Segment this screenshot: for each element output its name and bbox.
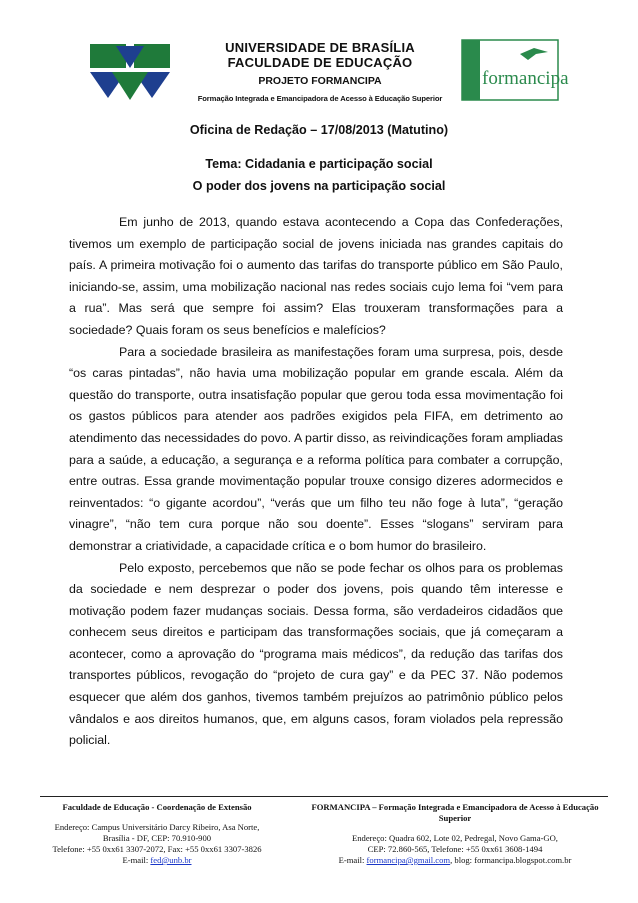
- header-subtitle: Formação Integrada e Emancipadora de Acesso à Educação Superior: [197, 94, 443, 103]
- header-university: UNIVERSIDADE DE BRASÍLIA: [225, 40, 415, 55]
- footer-right-address: Endereço: Quadra 602, Lote 02, Pedregal, Novo Gama-GO,: [352, 833, 558, 843]
- footer-right: [300, 802, 610, 866]
- paragraph: Em junho de 2013, quando estava acontecendo a Copa das Confederações, tivemos um exemplo de participação social de jovens iniciada nas grandes capitais do país. A primeira motivação foi o aumento das tarifas do transporte público em São Paulo, iniciando-se, assim, uma mobilização nacional nas redes sociais cujo lema foi “vem para a rua”. Mas será que sempre foi assim? Elas trouxeram transformações para a sociedade? Quais foram os seus benefícios e malefícios?: [69, 215, 563, 337]
- header-faculty: FACULDADE DE EDUCAÇÃO: [227, 55, 413, 70]
- paragraph: Pelo exposto, percebemos que não se pode fechar os olhos para os problemas da sociedade e nem desprezar o poder dos jovens, pois quando têm interesse e motivação podem fazer mudanças sociais. Dessa forma, são verdadeiros cidadãos que conhecem seus direitos e participam das transformações sociais, que já começaram a acontecer, como a aprovação do “programa mais médicos”, da redução das tarifas dos transportes públicos, revogação do “projeto de cura gay” e da PEC 37. Não podemos esquecer que além dos ganhos, tivemos também prejuízos ao patrimônio público pelos vândalos e aos direitos humanos, que, em alguns casos, foram violados pela repressão policial.: [69, 560, 563, 748]
- footer-left-email-label: E-mail:: [122, 855, 151, 865]
- unb-logo: [86, 40, 174, 102]
- footer-right-email-line: [300, 855, 610, 866]
- essay-theme: Tema: Cidadania e participação social: [205, 157, 433, 171]
- footer-left-phone: Telefone: +55 0xx61 3307-2072, Fax: +55 0xx61 3307-3826: [52, 844, 262, 854]
- paragraph: Para a sociedade brasileira as manifestações foram uma surpresa, pois, desde “os caras pintadas”, não havia uma mobilização popular em grande escala. Além da questão do transporte, outra insatisfação popular que gerou toda essa movimentação foi os gastos públicos para atender aos padrões exigidos pela FIFA, em detrimento ao atendimento das necessidades do povo. A partir disso, as reivindicações foram ampliadas para a saúde, a educação, a segurança e a reforma política para combater a corrupção, entre outras. Essa grande movimentação popular trouxe consigo dizeres adormecidos e reinventados: “o gigante acordou”, “verás que um filho teu não foge à luta”, “geração vinagre”, “não tem cura porque não sou doente”. Esses “slogans” serviram para demonstrar a criatividade, a capacidade crítica e o bom humor do brasileiro.: [69, 344, 563, 553]
- document-title: Oficina de Redação – 17/08/2013 (Matutino): [189, 123, 449, 137]
- footer-left-title: Faculdade de Educação - Coordenação de Extensão: [62, 802, 252, 812]
- essay-title: O poder dos jovens na participação social: [192, 179, 446, 193]
- footer-right-email-link[interactable]: formancipa@gmail.com: [366, 855, 451, 865]
- footer-left-address: Endereço: Campus Universitário Darcy Ribeiro, Asa Norte,: [54, 822, 260, 832]
- footer-left-city: Brasília - DF, CEP: 70.910-900: [102, 833, 212, 843]
- footer-left: [20, 802, 294, 866]
- footer-left-email-link[interactable]: fed@unb.br: [150, 855, 192, 865]
- footer-right-blog: , blog: formancipa.blogspot.com.br: [450, 855, 572, 865]
- footer-right-phone: CEP: 72.860-565, Telefone: +55 0xx61 3608-1494: [367, 844, 543, 854]
- formancipa-logo: [462, 40, 569, 100]
- footer-left-email-line: [20, 855, 294, 866]
- header-project: PROJETO FORMANCIPA: [258, 75, 382, 87]
- footer-right-email-label: E-mail:: [338, 855, 367, 865]
- essay-body: [69, 212, 563, 752]
- footer-right-title: FORMANCIPA – Formação Integrada e Emancipadora de Acesso à Educação Superior: [311, 802, 599, 823]
- footer-divider: [40, 796, 608, 797]
- formancipa-logo-text: formancipa: [482, 68, 569, 89]
